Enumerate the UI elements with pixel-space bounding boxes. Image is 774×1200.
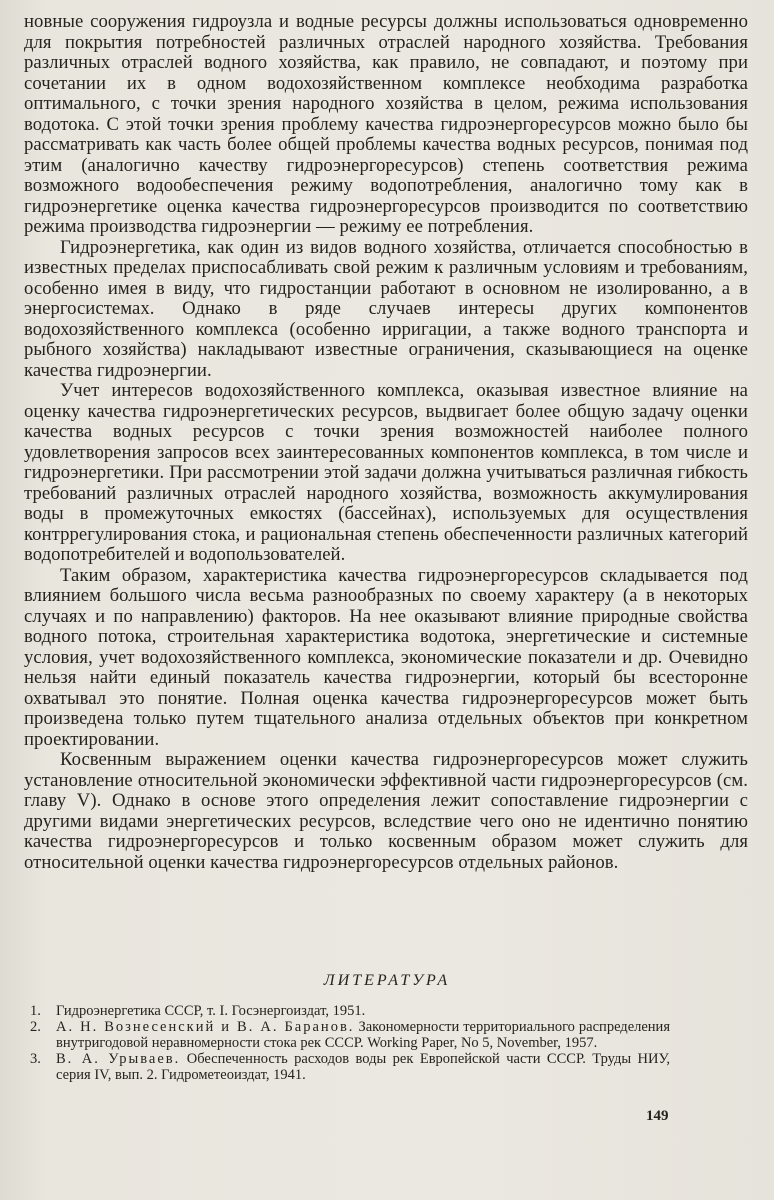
paragraph-3: Учет интересов водохозяйственного комплекса, оказывая известное влияние на оценку качества гидроэнергетических ресурсов, выдвигает более общую задачу оценки качества водных ресурсов с точки зрения возможностей наиболее полного удовлетворения запросов всех заинтересованных компонентов комплекса, в том числе и гидроэнергетики. При рассмотрении этой задачи должна учитываться различная гибкость требований различных отраслей народного хозяйства, возможность аккумулирования воды в промежуточных емкостях (бассейнах), используемых для осуществления контррегулирования стока, и рациональная степень обеспеченности различных категорий водопотребителей и водопользователей. — [24, 380, 748, 565]
references-heading: ЛИТЕРАТУРА — [323, 972, 451, 989]
reference-item — [30, 1051, 670, 1083]
page-number: 149 — [646, 1108, 669, 1124]
reference-number: 3. — [30, 1051, 41, 1067]
paragraph-1: новные сооружения гидроузла и водные ресурсы должны использоваться одновременно для покрытия потребностей различных отраслей народного хозяйства. Требования различных отраслей водного хозяйства, как правило, не совпадают, и поэтому при сочетании их в одном водохозяйственном комплексе необходима разработка оптимального, с точки зрения народного хозяйства в целом, режима использования водотока. С этой точки зрения проблему качества гидроэнергоресурсов можно было бы рассматривать как часть более общей проблемы качества водных ресурсов, понимая под этим (аналогично качеству гидроэнергоресурсов) степень соответствия режима возможного водообеспечения режиму водопотребления, аналогично тому как в гидроэнергетике оценка качества гидроэнергоресурсов производится по соответствию режима производства гидроэнергии — режиму ее потребления. — [24, 11, 748, 237]
reference-number: 1. — [30, 1003, 41, 1019]
paragraph-4: Таким образом, характеристика качества гидроэнергоресурсов складывается под влиянием большого числа весьма разнообразных по своему характеру (а в некоторых случаях и по направлению) факторов. На нее оказывают влияние природные свойства водного потока, строительная характеристика водотока, энергетические и системные условия, учет водохозяйственного комплекса, экономические показатели и др. Очевидно нельзя найти единый показатель качества гидроэнергии, который бы всесторонне охватывал это понятие. Полная оценка качества гидроэнергоресурсов может быть произведена только путем тщательного анализа отдельных объектов при конкретном проектировании. — [24, 564, 748, 750]
reference-number: 2. — [30, 1019, 41, 1035]
body-text — [24, 12, 748, 873]
reference-item — [30, 1019, 670, 1051]
reference-text: Закономерности территориального распределения внутригодовой неравномерности стока рек СССР. Working Paper, No 5, November, 1957. — [56, 1019, 670, 1051]
paragraph-5: Косвенным выражением оценки качества гидроэнергоресурсов может служить установление относительной экономически эффективной части гидроэнергоресурсов (см. главу V). Однако в основе этого определения лежит сопоставление гидроэнергии с другими видами энергетических ресурсов, вследствие чего оно не идентично понятию качества гидроэнергоресурсов и только косвенным образом может служить для относительной оценки качества гидроэнергоресурсов отдельных районов. — [24, 749, 748, 873]
paragraph-2: Гидроэнергетика, как один из видов водного хозяйства, отличается способностью в известных пределах приспосабливать свой режим к различным условиям и требованиям, особенно имея в виду, что гидростанции работают в основном не изолированно, а в энергосистемах. Однако в ряде случаев интересы других компонентов водохозяйственного комплекса (особенно ирригации, а также водного транспорта и рыбного хозяйства) накладывают известные ограничения, сказывающиеся на оценке качества гидроэнергии. — [24, 236, 748, 381]
reference-author: В. А. Урываев. — [56, 1051, 181, 1067]
reference-item — [30, 1003, 670, 1019]
reference-text: Гидроэнергетика СССР, т. I. Госэнергоиздат, 1951. — [56, 1003, 366, 1019]
references-list — [30, 1003, 670, 1083]
reference-text: Обеспеченность расходов воды рек Европейской части СССР. Труды НИУ, серия IV, вып. 2. Гидрометеоиздат, 1941. — [56, 1051, 671, 1083]
reference-author: А. Н. Вознесенский и В. А. Баранов. — [56, 1019, 355, 1035]
